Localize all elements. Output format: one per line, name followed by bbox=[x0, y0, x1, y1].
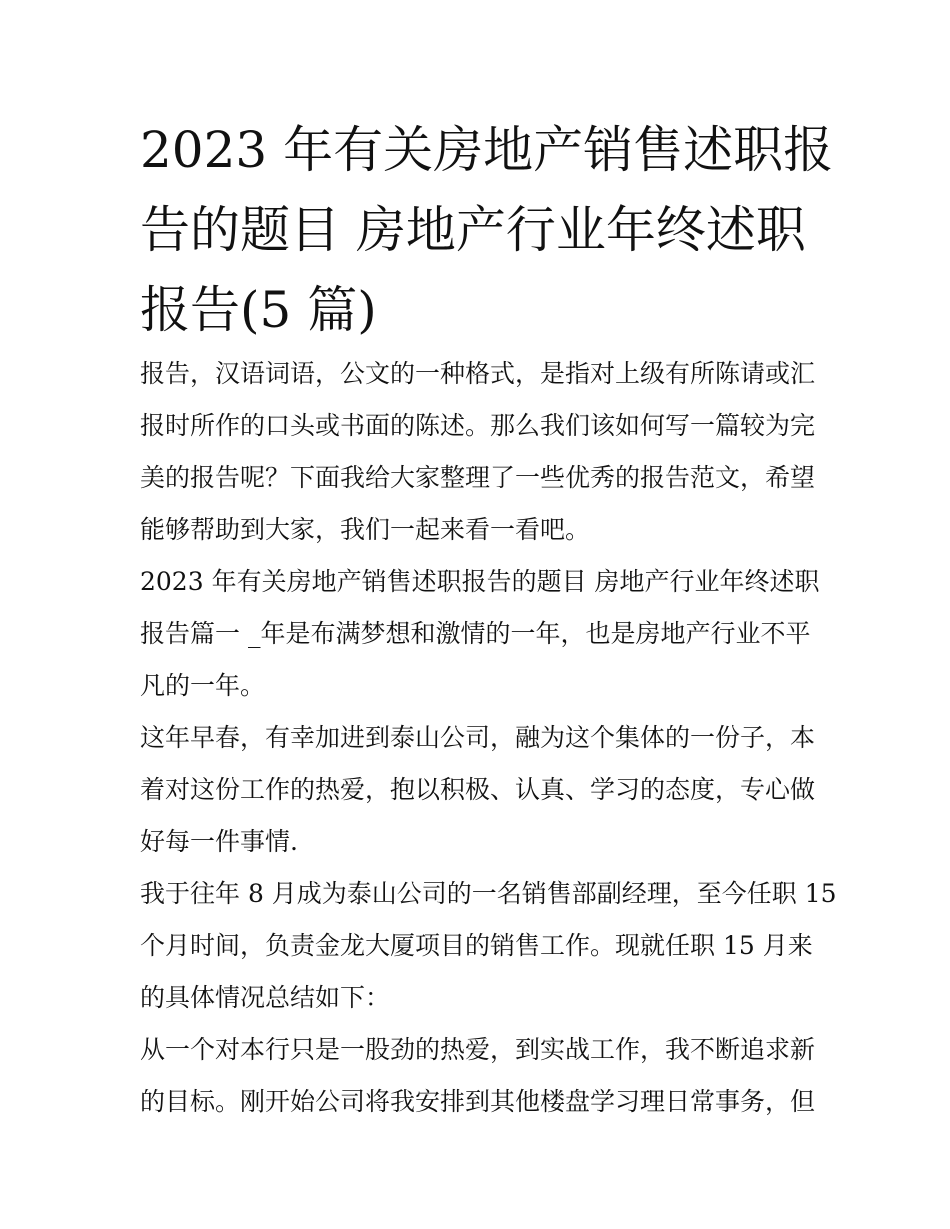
title-line: 报告(5 篇) bbox=[140, 281, 377, 339]
title-line: 告的题目 房地产行业年终述职 bbox=[140, 201, 806, 259]
paragraph-section-heading bbox=[140, 556, 830, 712]
text-line: 的具体情况总结如下： bbox=[140, 983, 391, 1012]
text-line: 能够帮助到大家，我们一起来看一看吧。 bbox=[140, 515, 591, 544]
text-line: 凡的一年。 bbox=[140, 671, 266, 700]
text-line: 报告篇一 _年是布满梦想和激情的一年，也是房地产行业不平 bbox=[140, 619, 811, 648]
text-line: 的目标。刚开始公司将我安排到其他楼盘学习理日常事务，但 bbox=[140, 1087, 816, 1116]
paragraph-intro bbox=[140, 348, 830, 556]
text-line: 美的报告呢？下面我给大家整理了一些优秀的报告范文，希望 bbox=[140, 463, 816, 492]
text-line: 从一个对本行只是一股劲的热爱，到实战工作，我不断追求新 bbox=[140, 1035, 816, 1064]
text-line: 着对这份工作的热爱，抱以积极、认真、学习的态度，专心做 bbox=[140, 775, 816, 804]
paragraph-role bbox=[140, 868, 837, 1024]
text-line: 报告，汉语词语，公文的一种格式，是指对上级有所陈请或汇 bbox=[140, 359, 816, 388]
title-line: 2023 年有关房地产销售述职报 bbox=[140, 121, 834, 179]
text-line: 个月时间，负责金龙大厦项目的销售工作。现就任职 15 月来 bbox=[140, 931, 813, 960]
text-line: 报时所作的口头或书面的陈述。那么我们该如何写一篇较为完 bbox=[140, 411, 816, 440]
text-line: 2023 年有关房地产销售述职报告的题目 房地产行业年终述职 bbox=[140, 567, 820, 596]
paragraph-goals bbox=[140, 1024, 830, 1128]
text-line: 我于往年 8 月成为泰山公司的一名销售部副经理，至今任职 15 bbox=[140, 879, 837, 908]
text-line: 好每一件事情. bbox=[140, 827, 298, 856]
document-body bbox=[140, 348, 837, 1128]
paragraph-spring bbox=[140, 712, 830, 868]
document-title bbox=[140, 110, 840, 350]
text-line: 这年早春，有幸加进到泰山公司，融为这个集体的一份子，本 bbox=[140, 723, 816, 752]
